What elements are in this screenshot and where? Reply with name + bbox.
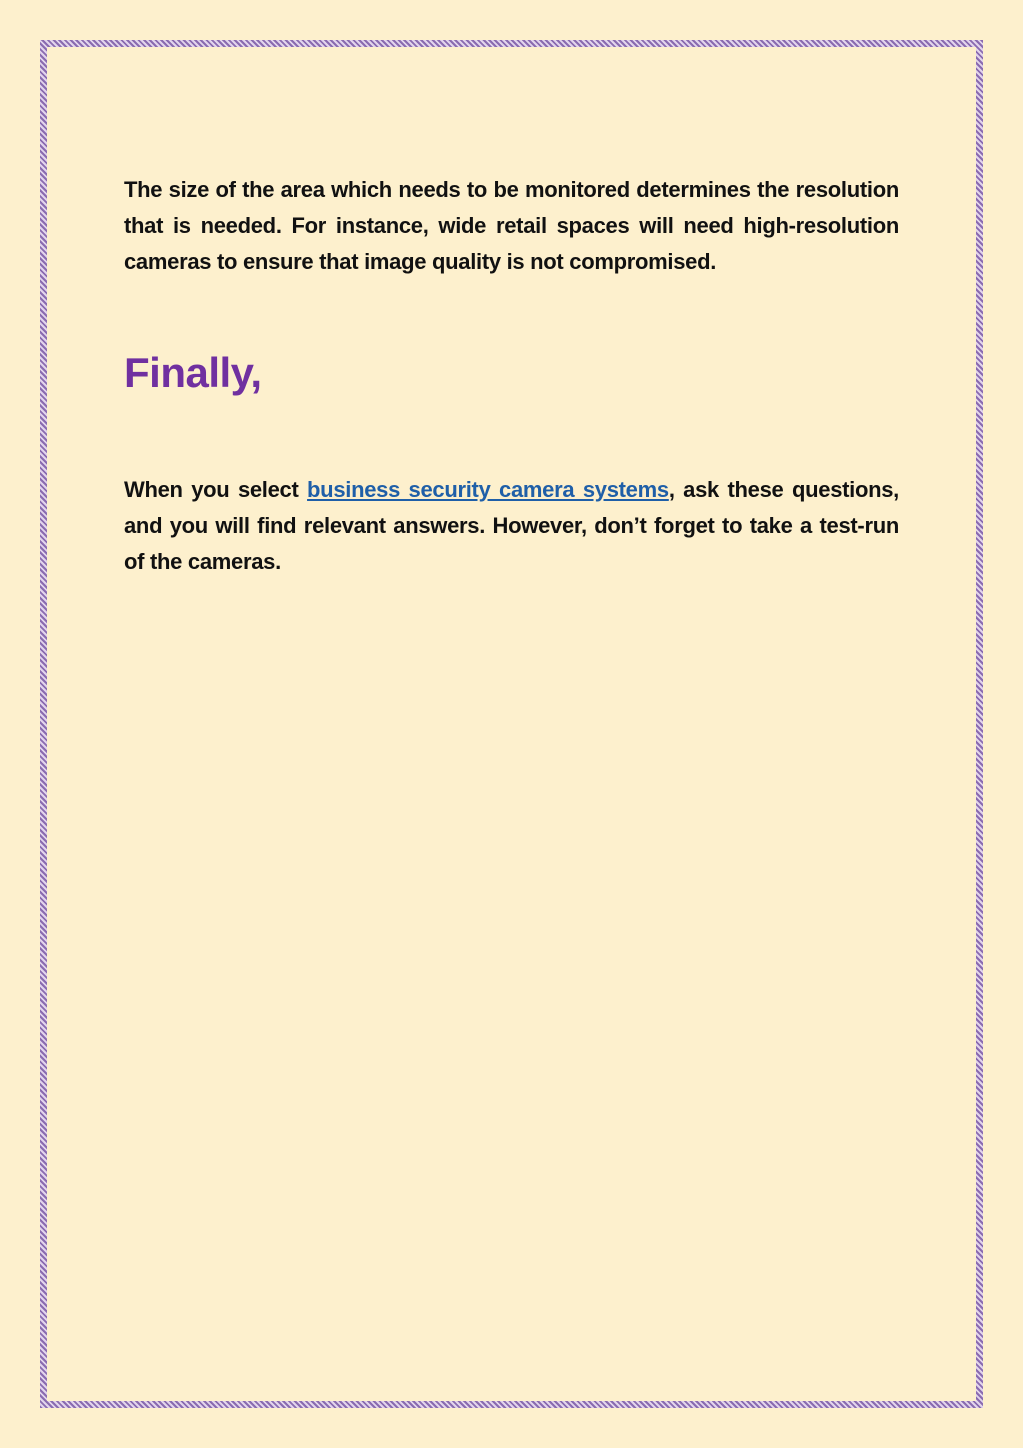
resolution-paragraph: The size of the area which needs to be monitored determines the resolution that is needed. For instance, wide retail spaces will need high-resolution cameras to ensure that image quality is not compromised.	[124, 177, 899, 274]
document-body	[124, 172, 899, 580]
business-security-camera-systems-link[interactable]: business security camera systems	[307, 477, 669, 502]
conclusion-paragraph	[124, 472, 899, 580]
section-heading: Finally,	[124, 349, 262, 396]
conclusion-text-end: , ask these questions, and you will find relevant answers. However, don’t forget to take a test-run of the cameras.	[124, 477, 899, 574]
conclusion-text-start: When you select	[124, 477, 308, 502]
